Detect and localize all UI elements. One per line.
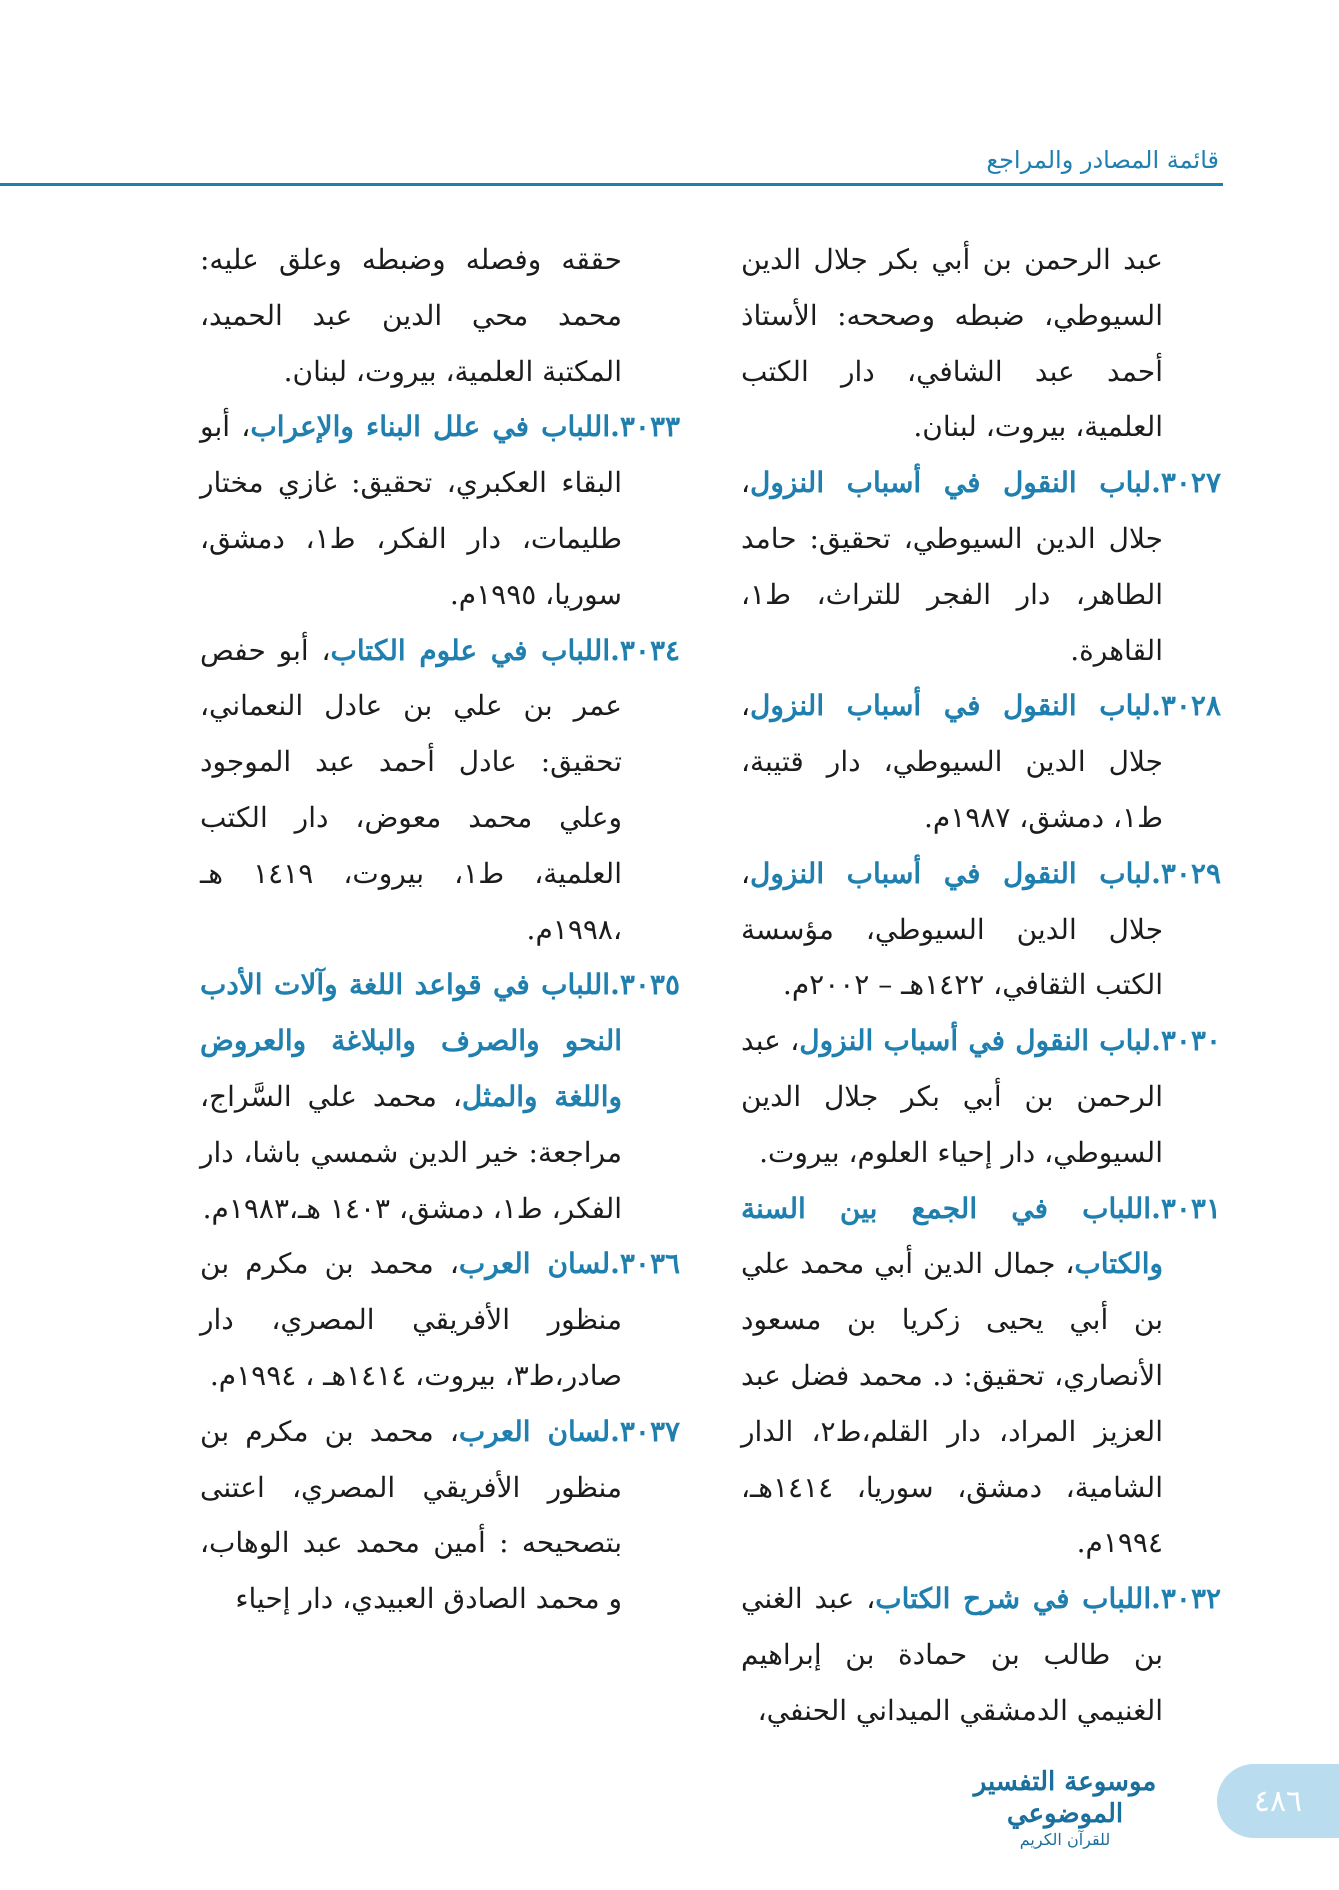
entry-title: لسان العرب <box>458 1414 611 1448</box>
entry-number: ٣٠٢٨. <box>1151 689 1221 723</box>
continuation-text: حققه وفصله وضبطه وعلق عليه: محمد محي الدين عبد الحميد، المكتبة العلمية، بيروت، لبنان. <box>200 243 622 388</box>
reference-entry <box>200 623 680 958</box>
entry-separator: ، <box>741 466 751 500</box>
entry-body: جمال الدين أبي محمد علي بن أبي يحيى زكريا بن مسعود الأنصاري، تحقيق: د. محمد فضل عبد العزيز المراد، دار القلم،ط٢، الدار الشامية، دمشق، سوريا، ١٤١٤هـ، ١٩٩٤م. <box>741 1247 1163 1560</box>
entry-body: جلال الدين السيوطي، دار قتيبة، ط١، دمشق، ١٩٨٧م. <box>741 745 1163 834</box>
header-rule <box>0 183 1223 186</box>
entry-number: ٣٠٣٤. <box>610 633 681 667</box>
entry-title: لباب النقول في أسباب النزول <box>750 856 1152 890</box>
reference-entry <box>200 957 680 1236</box>
reference-entry <box>741 1571 1221 1738</box>
entry-separator: ، <box>436 1079 462 1113</box>
entry-separator: ، <box>741 689 751 723</box>
page-number-badge <box>1217 1764 1339 1838</box>
logo-title: موسوعة التفسير الموضوعي <box>973 1767 1157 1829</box>
continuation-text: عبد الرحمن بن أبي بكر جلال الدين السيوطي، ضبطه وصححه: الأستاذ أحمد عبد الشافي، دار الكتب العلمية، بيروت، لبنان. <box>741 243 1163 444</box>
entry-title: اللباب في علل البناء والإعراب <box>250 410 611 444</box>
entry-separator: ، <box>1055 1247 1075 1281</box>
entry-body: عبد الغني بن طالب بن حمادة بن إبراهيم الغنيمي الدمشقي الميداني الحنفي، <box>741 1582 1163 1727</box>
entry-separator: ، <box>433 1414 459 1448</box>
entry-title: لباب النقول في أسباب النزول <box>750 689 1152 723</box>
entry-number: ٣٠٢٩. <box>1151 856 1221 890</box>
entry-body: جلال الدين السيوطي، مؤسسة الكتب الثقافي، ١٤٢٢هـ – ٢٠٠٢م. <box>741 912 1163 1002</box>
entry-separator: ، <box>854 1582 876 1616</box>
reference-entry <box>741 678 1221 845</box>
entry-title: لباب النقول في أسباب النزول <box>799 1024 1152 1058</box>
reference-entry <box>200 1404 680 1627</box>
entry-number: ٣٠٣٥. <box>610 968 680 1002</box>
entry-number: ٣٠٢٧. <box>1151 466 1221 500</box>
reference-entry <box>200 1236 680 1403</box>
entry-body: أبو حفص عمر بن علي بن عادل النعماني، تحقيق: عادل أحمد عبد الموجود وعلي محمد معوض، دار الكتب العلمية، ط١، بيروت، ١٤١٩ هـ ،١٩٩٨م. <box>200 633 622 946</box>
entry-number: ٣٠٣٦. <box>610 1247 681 1281</box>
entry-number: ٣٠٣٧. <box>610 1414 681 1448</box>
running-header: قائمة المصادر والمراجع <box>986 146 1219 174</box>
entry-number: ٣٠٣١. <box>1151 1191 1221 1225</box>
entry-body: محمد بن مكرم بن منظور الأفريقي المصري، دار صادر،ط٣، بيروت، ١٤١٤هـ ، ١٩٩٤م. <box>200 1247 622 1392</box>
entry-number: ٣٠٣٠. <box>1151 1024 1221 1058</box>
encyclopedia-logo <box>935 1766 1195 1850</box>
entry-body: محمد بن مكرم بن منظور الأفريقي المصري، اعتنى بتصحيحه : أمين محمد عبد الوهاب، و محمد الصادق العبيدي، دار إحياء <box>200 1414 622 1616</box>
entry-body: محمد علي السَّراج، مراجعة: خير الدين شمسي باشا، دار الفكر، ط١، دمشق، ١٤٠٣ هـ،١٩٨٣م. <box>200 1079 622 1225</box>
entry-title: اللباب في الجمع بين السنة والكتاب <box>741 1191 1163 1281</box>
entry-separator: ، <box>433 1247 459 1281</box>
entry-number: ٣٠٣٣. <box>610 410 681 444</box>
entry-title: لسان العرب <box>458 1247 611 1281</box>
entry-title: اللباب في شرح الكتاب <box>875 1582 1152 1616</box>
reference-entry <box>200 399 680 622</box>
entry-separator: ، <box>741 856 751 890</box>
reference-entry <box>741 455 1221 678</box>
entry-separator: ، <box>780 1024 800 1058</box>
reference-entry <box>741 846 1221 1013</box>
entry-number: ٣٠٣٢. <box>1151 1582 1222 1616</box>
entry-body: جلال الدين السيوطي، تحقيق: حامد الطاهر، دار الفجر للتراث، ط١، القاهرة. <box>741 521 1163 667</box>
entry-separator: ، <box>230 410 251 444</box>
entry-title: لباب النقول في أسباب النزول <box>750 466 1152 500</box>
right-column <box>741 232 1221 1739</box>
left-column <box>200 232 680 1627</box>
page-number: ٤٨٦ <box>1253 1783 1303 1819</box>
entry-title: اللباب في قواعد اللغة وآلات الأدب النحو والصرف والبلاغة والعروض واللغة والمثل <box>200 968 622 1113</box>
entry-title: اللباب في علوم الكتاب <box>330 633 611 667</box>
entry-body: أبو البقاء العكبري، تحقيق: غازي مختار طليمات، دار الفكر، ط١، دمشق، سوريا، ١٩٩٥م. <box>200 410 622 611</box>
reference-entry <box>741 1013 1221 1180</box>
logo-subtitle: للقرآن الكريم <box>1019 1830 1111 1849</box>
entry-separator: ، <box>308 633 331 667</box>
entry-body: عبد الرحمن بن أبي بكر جلال الدين السيوطي، دار إحياء العلوم، بيروت. <box>741 1024 1163 1169</box>
reference-entry <box>741 1181 1221 1572</box>
